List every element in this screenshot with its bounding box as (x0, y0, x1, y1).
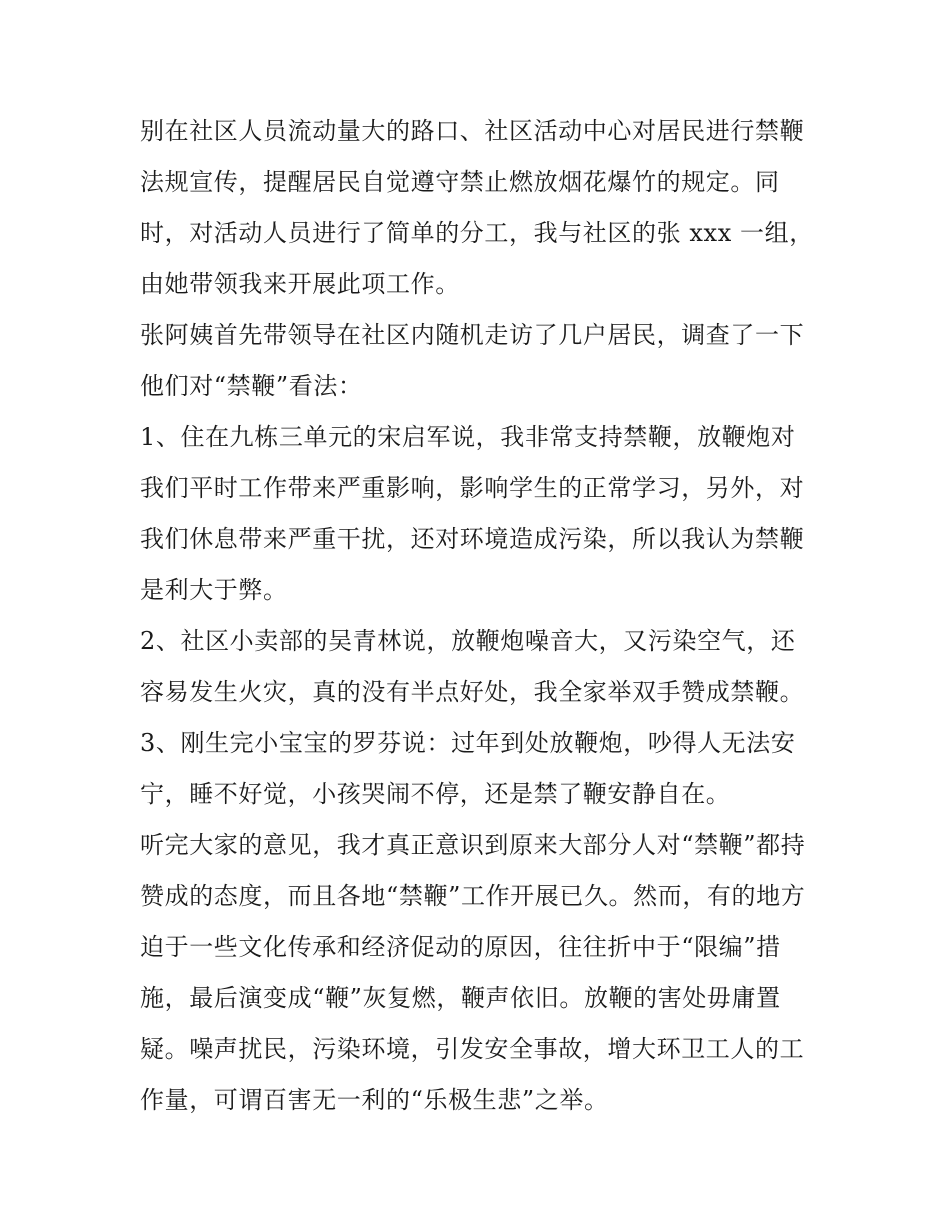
text-line: 迫于一些文化传承和经济促动的原因，往往折中于“限编”措 (140, 933, 781, 961)
text-line: 时，对活动人员进行了简单的分工，我与社区的张 xxx 一组， (140, 219, 814, 247)
text-line: 施，最后演变成“鞭”灰复燃，鞭声依旧。放鞭的害处毋庸置 (140, 984, 781, 1012)
text-line: 疑。噪声扰民，污染环境，引发安全事故，增大环卫工人的工 (140, 1035, 805, 1063)
text-line: 听完大家的意见，我才真正意识到原来大部分人对“禁鞭”都持 (140, 831, 806, 859)
text-line: 1、住在九栋三单元的宋启军说，我非常支持禁鞭，放鞭炮对 (140, 423, 796, 451)
document-body (140, 106, 820, 1126)
text-line: 作量，可谓百害无一利的“乐极生悲”之举。 (140, 1086, 609, 1114)
text-line: 由她带领我来开展此项工作。 (140, 270, 460, 298)
text-line: 我们平时工作带来严重影响，影响学生的正常学习，另外，对 (140, 474, 805, 502)
text-line: 容易发生火灾，真的没有半点好处，我全家举双手赞成禁鞭。 (140, 678, 805, 706)
text-line: 他们对“禁鞭”看法： (140, 372, 363, 400)
text-line: 是利大于弊。 (140, 576, 288, 604)
text-line: 2、社区小卖部的吴青林说，放鞭炮噪音大，又污染空气，还 (140, 627, 796, 655)
text-line: 别在社区人员流动量大的路口、社区活动中心对居民进行禁鞭 (140, 117, 805, 145)
text-line: 我们休息带来严重干扰，还对环境造成污染，所以我认为禁鞭 (140, 525, 805, 553)
text-line: 3、刚生完小宝宝的罗芬说：过年到处放鞭炮，吵得人无法安 (140, 729, 796, 757)
text-line: 宁，睡不好觉，小孩哭闹不停，还是禁了鞭安静自在。 (140, 780, 731, 808)
text-line: 赞成的态度，而且各地“禁鞭”工作开展已久。然而，有的地方 (140, 882, 806, 910)
text-line: 法规宣传，提醒居民自觉遵守禁止燃放烟花爆竹的规定。同 (140, 168, 780, 196)
text-line: 张阿姨首先带领导在社区内随机走访了几户居民，调查了一下 (140, 321, 805, 349)
